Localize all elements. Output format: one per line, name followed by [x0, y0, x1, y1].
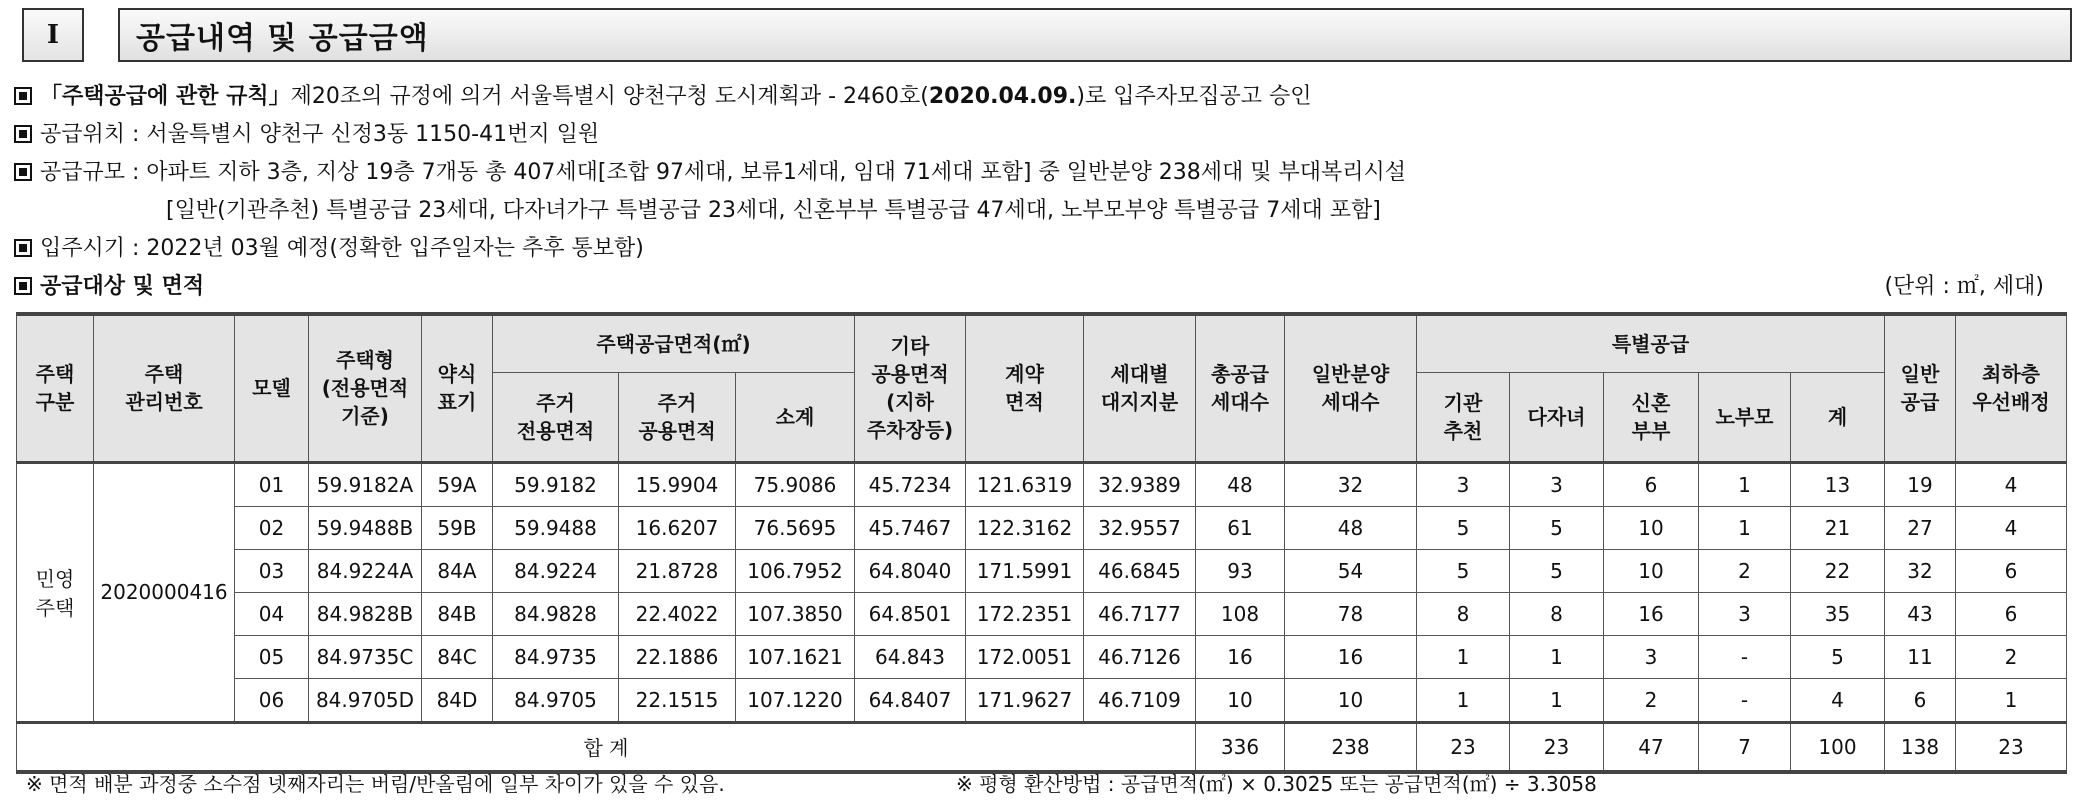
general-cell: 54	[1285, 549, 1417, 592]
footnotes	[26, 768, 2066, 798]
multi-child-cell: 5	[1510, 549, 1604, 592]
elderly-cell: -	[1699, 635, 1791, 678]
institution-cell: 5	[1417, 549, 1510, 592]
exclusive-cell: 84.9705	[493, 678, 619, 722]
model-cell: 01	[235, 462, 309, 506]
common-cell: 22.1515	[619, 678, 736, 722]
institution-cell: 23	[1417, 722, 1510, 772]
table-body	[17, 462, 2067, 772]
total-cell: 16	[1196, 635, 1285, 678]
col-mgmt-no: 주택 관리번호	[94, 314, 235, 462]
short-cell: 84C	[422, 635, 493, 678]
institution-cell: 8	[1417, 592, 1510, 635]
note-scale	[14, 154, 2074, 192]
model-cell: 03	[235, 549, 309, 592]
total-cell: 336	[1196, 722, 1285, 772]
general-supply-cell: 27	[1885, 506, 1956, 549]
contract-cell: 171.5991	[966, 549, 1084, 592]
general-cell: 32	[1285, 462, 1417, 506]
col-other-common: 기타 공용면적 (지하 주차장등)	[855, 314, 966, 462]
note-approval-text: 제20조의 규정에 의거 서울특별시 양천구청 도시계획과 - 2460호(	[290, 84, 929, 109]
col-subtotal: 소계	[736, 372, 855, 462]
col-total-units: 총공급 세대수	[1196, 314, 1285, 462]
special-sum-cell: 22	[1791, 549, 1885, 592]
section-title: 공급내역 및 공급금액	[118, 8, 2072, 62]
col-general-units: 일반분양 세대수	[1285, 314, 1417, 462]
house-type-cell: 59.9182A	[309, 462, 422, 506]
exclusive-cell: 84.9224	[493, 549, 619, 592]
total-cell: 48	[1196, 462, 1285, 506]
col-exclusive: 주거 전용면적	[493, 372, 619, 462]
square-bullet-icon	[14, 239, 32, 257]
newlywed-cell: 10	[1604, 506, 1699, 549]
table-row	[17, 506, 2067, 549]
land-cell: 32.9557	[1084, 506, 1196, 549]
other-common-cell: 45.7467	[855, 506, 966, 549]
note-move-in-text: 입주시기 : 2022년 03월 예정(정확한 입주일자는 추후 통보함)	[40, 236, 644, 261]
short-cell: 59B	[422, 506, 493, 549]
multi-child-cell: 3	[1510, 462, 1604, 506]
note-location	[14, 116, 2074, 154]
short-cell: 59A	[422, 462, 493, 506]
institution-cell: 1	[1417, 635, 1510, 678]
col-house-type: 주택형 (전용면적 기준)	[309, 314, 422, 462]
col-multi-child: 다자녀	[1510, 372, 1604, 462]
total-cell: 10	[1196, 678, 1285, 722]
subtotal-cell: 76.5695	[736, 506, 855, 549]
square-bullet-icon	[14, 87, 32, 105]
newlywed-cell: 10	[1604, 549, 1699, 592]
other-common-cell: 64.8501	[855, 592, 966, 635]
note-move-in	[14, 230, 2074, 268]
institution-cell: 5	[1417, 506, 1510, 549]
note-approval-rule: 「주택공급에 관한 규칙」	[40, 84, 291, 109]
square-bullet-icon	[14, 277, 32, 295]
target-area-heading: 공급대상 및 면적	[40, 274, 205, 299]
other-common-cell: 64.843	[855, 635, 966, 678]
special-sum-cell: 4	[1791, 678, 1885, 722]
house-type-cell: 84.9828B	[309, 592, 422, 635]
contract-cell: 122.3162	[966, 506, 1084, 549]
note-approval-date: 2020.04.09.	[928, 84, 1077, 109]
col-group-special: 특별공급	[1417, 314, 1885, 372]
col-common: 주거 공용면적	[619, 372, 736, 462]
footnote-rounding: ※ 면적 배분 과정중 소수점 넷째자리는 버림/반올림에 일부 차이가 있을 수 있음.	[26, 772, 725, 796]
contract-cell: 121.6319	[966, 462, 1084, 506]
exclusive-cell: 84.9828	[493, 592, 619, 635]
housing-type-cell: 민영 주택	[17, 462, 94, 722]
table-row	[17, 549, 2067, 592]
newlywed-cell: 47	[1604, 722, 1699, 772]
multi-child-cell: 23	[1510, 722, 1604, 772]
total-label: 합 계	[17, 722, 1196, 772]
multi-child-cell: 1	[1510, 678, 1604, 722]
land-cell: 46.7109	[1084, 678, 1196, 722]
common-cell: 15.9904	[619, 462, 736, 506]
notes-list	[14, 78, 2074, 306]
footnote-conversion: ※ 평형 환산방법 : 공급면적(㎡) × 0.3025 또는 공급면적(㎡) ÷ 3.3058	[956, 772, 1597, 796]
total-row	[17, 722, 2067, 772]
table-row	[17, 462, 2067, 506]
contract-cell: 172.0051	[966, 635, 1084, 678]
newlywed-cell: 16	[1604, 592, 1699, 635]
lowest-floor-cell: 1	[1956, 678, 2067, 722]
col-newlywed: 신혼 부부	[1604, 372, 1699, 462]
note-scale-detail-text: [일반(기관추천) 특별공급 23세대, 다자녀가구 특별공급 23세대, 신혼부부 특별공급 47세대, 노부모부양 특별공급 7세대 포함]	[166, 198, 1381, 223]
col-land-share: 세대별 대지지분	[1084, 314, 1196, 462]
subtotal-cell: 107.3850	[736, 592, 855, 635]
exclusive-cell: 84.9735	[493, 635, 619, 678]
general-cell: 10	[1285, 678, 1417, 722]
other-common-cell: 64.8407	[855, 678, 966, 722]
short-cell: 84B	[422, 592, 493, 635]
total-cell: 108	[1196, 592, 1285, 635]
institution-cell: 1	[1417, 678, 1510, 722]
note-scale-detail	[14, 192, 2074, 230]
model-cell: 04	[235, 592, 309, 635]
exclusive-cell: 59.9182	[493, 462, 619, 506]
model-cell: 05	[235, 635, 309, 678]
special-sum-cell: 35	[1791, 592, 1885, 635]
col-lowest-floor: 최하층 우선배정	[1956, 314, 2067, 462]
section-number: I	[22, 8, 84, 62]
elderly-cell: 2	[1699, 549, 1791, 592]
lowest-floor-cell: 2	[1956, 635, 2067, 678]
table-row	[17, 635, 2067, 678]
note-scale-text: 공급규모 : 아파트 지하 3층, 지상 19층 7개동 총 407세대[조합 97세대, 보류1세대, 임대 71세대 포함] 중 일반분양 238세대 및 부대복리시설	[40, 160, 1406, 185]
house-type-cell: 84.9735C	[309, 635, 422, 678]
lowest-floor-cell: 4	[1956, 506, 2067, 549]
house-type-cell: 84.9705D	[309, 678, 422, 722]
total-cell: 93	[1196, 549, 1285, 592]
other-common-cell: 45.7234	[855, 462, 966, 506]
note-target-area	[14, 268, 2074, 306]
common-cell: 22.1886	[619, 635, 736, 678]
newlywed-cell: 2	[1604, 678, 1699, 722]
special-sum-cell: 21	[1791, 506, 1885, 549]
lowest-floor-cell: 6	[1956, 549, 2067, 592]
model-cell: 02	[235, 506, 309, 549]
short-cell: 84A	[422, 549, 493, 592]
common-cell: 16.6207	[619, 506, 736, 549]
mgmt-no-cell: 2020000416	[94, 462, 235, 722]
contract-cell: 171.9627	[966, 678, 1084, 722]
general-supply-cell: 19	[1885, 462, 1956, 506]
elderly-cell: -	[1699, 678, 1791, 722]
square-bullet-icon	[14, 125, 32, 143]
lowest-floor-cell: 4	[1956, 462, 2067, 506]
house-type-cell: 84.9224A	[309, 549, 422, 592]
note-approval-text-end: )로 입주자모집공고 승인	[1076, 84, 1312, 109]
general-cell: 238	[1285, 722, 1417, 772]
supply-table	[16, 312, 2067, 774]
general-supply-cell: 138	[1885, 722, 1956, 772]
special-sum-cell: 5	[1791, 635, 1885, 678]
elderly-cell: 1	[1699, 506, 1791, 549]
subtotal-cell: 107.1621	[736, 635, 855, 678]
col-short: 약식 표기	[422, 314, 493, 462]
newlywed-cell: 3	[1604, 635, 1699, 678]
table-row	[17, 592, 2067, 635]
general-supply-cell: 32	[1885, 549, 1956, 592]
special-sum-cell: 13	[1791, 462, 1885, 506]
institution-cell: 3	[1417, 462, 1510, 506]
unit-label: (단위 : ㎡, 세대)	[1884, 274, 2044, 299]
house-type-cell: 59.9488B	[309, 506, 422, 549]
land-cell: 46.6845	[1084, 549, 1196, 592]
note-location-text: 공급위치 : 서울특별시 양천구 신정3동 1150-41번지 일원	[40, 122, 600, 147]
square-bullet-icon	[14, 163, 32, 181]
col-contract-area: 계약 면적	[966, 314, 1084, 462]
general-cell: 48	[1285, 506, 1417, 549]
table-header	[17, 314, 2067, 462]
land-cell: 46.7177	[1084, 592, 1196, 635]
subtotal-cell: 106.7952	[736, 549, 855, 592]
short-cell: 84D	[422, 678, 493, 722]
other-common-cell: 64.8040	[855, 549, 966, 592]
total-cell: 61	[1196, 506, 1285, 549]
land-cell: 46.7126	[1084, 635, 1196, 678]
elderly-cell: 3	[1699, 592, 1791, 635]
multi-child-cell: 8	[1510, 592, 1604, 635]
section-header	[22, 8, 2072, 62]
col-special-sum: 계	[1791, 372, 1885, 462]
subtotal-cell: 75.9086	[736, 462, 855, 506]
model-cell: 06	[235, 678, 309, 722]
special-sum-cell: 100	[1791, 722, 1885, 772]
col-housing-type: 주택 구분	[17, 314, 94, 462]
note-approval	[14, 78, 2074, 116]
col-general-supply: 일반 공급	[1885, 314, 1956, 462]
col-group-supply-area: 주택공급면적(㎡)	[493, 314, 855, 372]
col-institution: 기관 추천	[1417, 372, 1510, 462]
exclusive-cell: 59.9488	[493, 506, 619, 549]
common-cell: 21.8728	[619, 549, 736, 592]
lowest-floor-cell: 6	[1956, 592, 2067, 635]
common-cell: 22.4022	[619, 592, 736, 635]
general-cell: 78	[1285, 592, 1417, 635]
lowest-floor-cell: 23	[1956, 722, 2067, 772]
multi-child-cell: 5	[1510, 506, 1604, 549]
general-supply-cell: 6	[1885, 678, 1956, 722]
newlywed-cell: 6	[1604, 462, 1699, 506]
col-model: 모델	[235, 314, 309, 462]
general-supply-cell: 11	[1885, 635, 1956, 678]
general-cell: 16	[1285, 635, 1417, 678]
elderly-cell: 1	[1699, 462, 1791, 506]
table-row	[17, 678, 2067, 722]
contract-cell: 172.2351	[966, 592, 1084, 635]
elderly-cell: 7	[1699, 722, 1791, 772]
col-elderly: 노부모	[1699, 372, 1791, 462]
multi-child-cell: 1	[1510, 635, 1604, 678]
general-supply-cell: 43	[1885, 592, 1956, 635]
subtotal-cell: 107.1220	[736, 678, 855, 722]
land-cell: 32.9389	[1084, 462, 1196, 506]
